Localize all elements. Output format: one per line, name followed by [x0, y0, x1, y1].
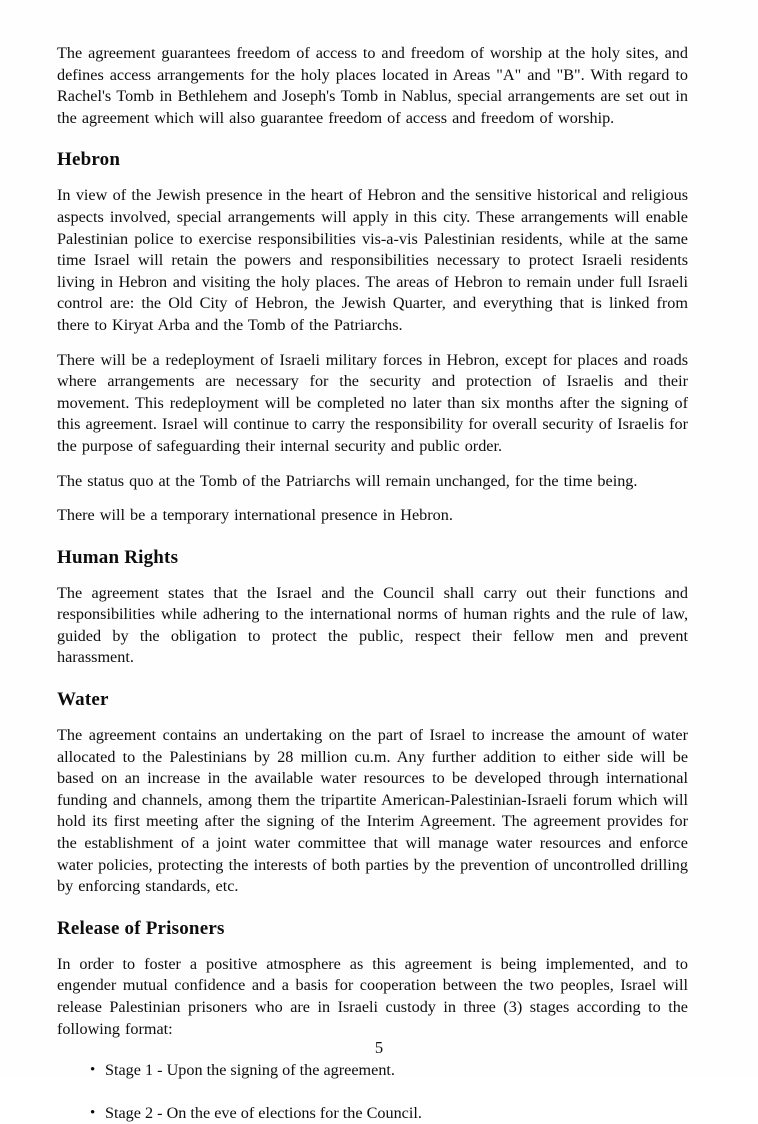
paragraph-water: The agreement contains an undertaking on the part of Israel to increase the amount of water allocated to the Palestinians by 28 million cu.m. Any further addition to either side will be based on an increase in the available water resources to be developed through international funding and channels, among them the tripartite American-Palestinian-Israeli forum which will hold its first meeting after the signing of the Interim Agreement. The agreement provides for the establishment of a joint water committee that will manage water resources and enforce water policies, protecting the interests of both parties by the prevention of uncontrolled drilling by enforcing standards, etc. — [57, 726, 688, 896]
list-item-stage-2 — [57, 1103, 688, 1124]
list-item-stage-1 — [57, 1060, 688, 1082]
list-item-stage-2-text: Stage 2 - On the eve of elections for the Council. — [105, 1103, 422, 1122]
paragraph-hebron-3: The status quo at the Tomb of the Patriarchs will remain unchanged, for the time being. — [57, 471, 638, 490]
stage-list — [57, 1060, 688, 1124]
list-item-stage-1-text: Stage 1 - Upon the signing of the agreement. — [105, 1061, 395, 1080]
section-heading-release-of-prisoners: Release of Prisoners — [57, 917, 225, 939]
paragraph-hebron-1: In view of the Jewish presence in the heart of Hebron and the sensitive historical and religious aspects involved, special arrangements will apply in this city. These arrangements will enable Palestinian police to exercise responsibilities vis-a-vis Palestinian residents, while at the same time Israel will retain the powers and responsibilities necessary to protect Israeli residents living in Hebron and visiting the holy places. The areas of Hebron to remain under full Israeli control are: the Old City of Hebron, the Jewish Quarter, and everything that is linked from there to Kiryat Arba and the Tomb of the Patriarchs. — [57, 186, 688, 334]
section-heading-hebron: Hebron — [57, 149, 121, 171]
section-heading-water: Water — [57, 689, 109, 711]
paragraph-intro: The agreement guarantees freedom of access to and freedom of worship at the holy sites, and defines access arrangements for the holy places located in Areas "A" and "B". With regard to Rachel's Tomb in Bethlehem and Joseph's Tomb in Nablus, special arrangements are set out in the agreement which will also guarantee freedom of access and freedom of worship. — [57, 44, 688, 127]
section-heading-human-rights: Human Rights — [57, 546, 179, 568]
bullet-icon: • — [90, 1062, 96, 1079]
paragraph-human-rights: The agreement states that the Israel and the Council shall carry out their functions and responsibilities while adhering to the international norms of human rights and the rule of law, guided by the obligation to protect the public, respect their fellow men and prevent harassment. — [57, 583, 688, 667]
paragraph-hebron-2: There will be a redeployment of Israeli military forces in Hebron, except for places and roads where arrangements are necessary for the security and protection of Israelis and their movement. This redeployment will be completed no later than six months after the signing of this agreement. Israel will continue to carry the responsibility for overall security of Israelis for the purpose of safeguarding their internal security and public order. — [57, 350, 688, 455]
page-number: 5 — [374, 1038, 384, 1057]
paragraph-prisoners: In order to foster a positive atmosphere as this agreement is being implemented, and to engender mutual confidence and a basis for cooperation between the two peoples, Israel will release Palestinian prisoners who are in Israeli custody in three (3) stages according to the following format: — [57, 954, 688, 1038]
paragraph-hebron-4: There will be a temporary international presence in Hebron. — [57, 506, 453, 525]
bullet-icon: • — [90, 1104, 96, 1121]
